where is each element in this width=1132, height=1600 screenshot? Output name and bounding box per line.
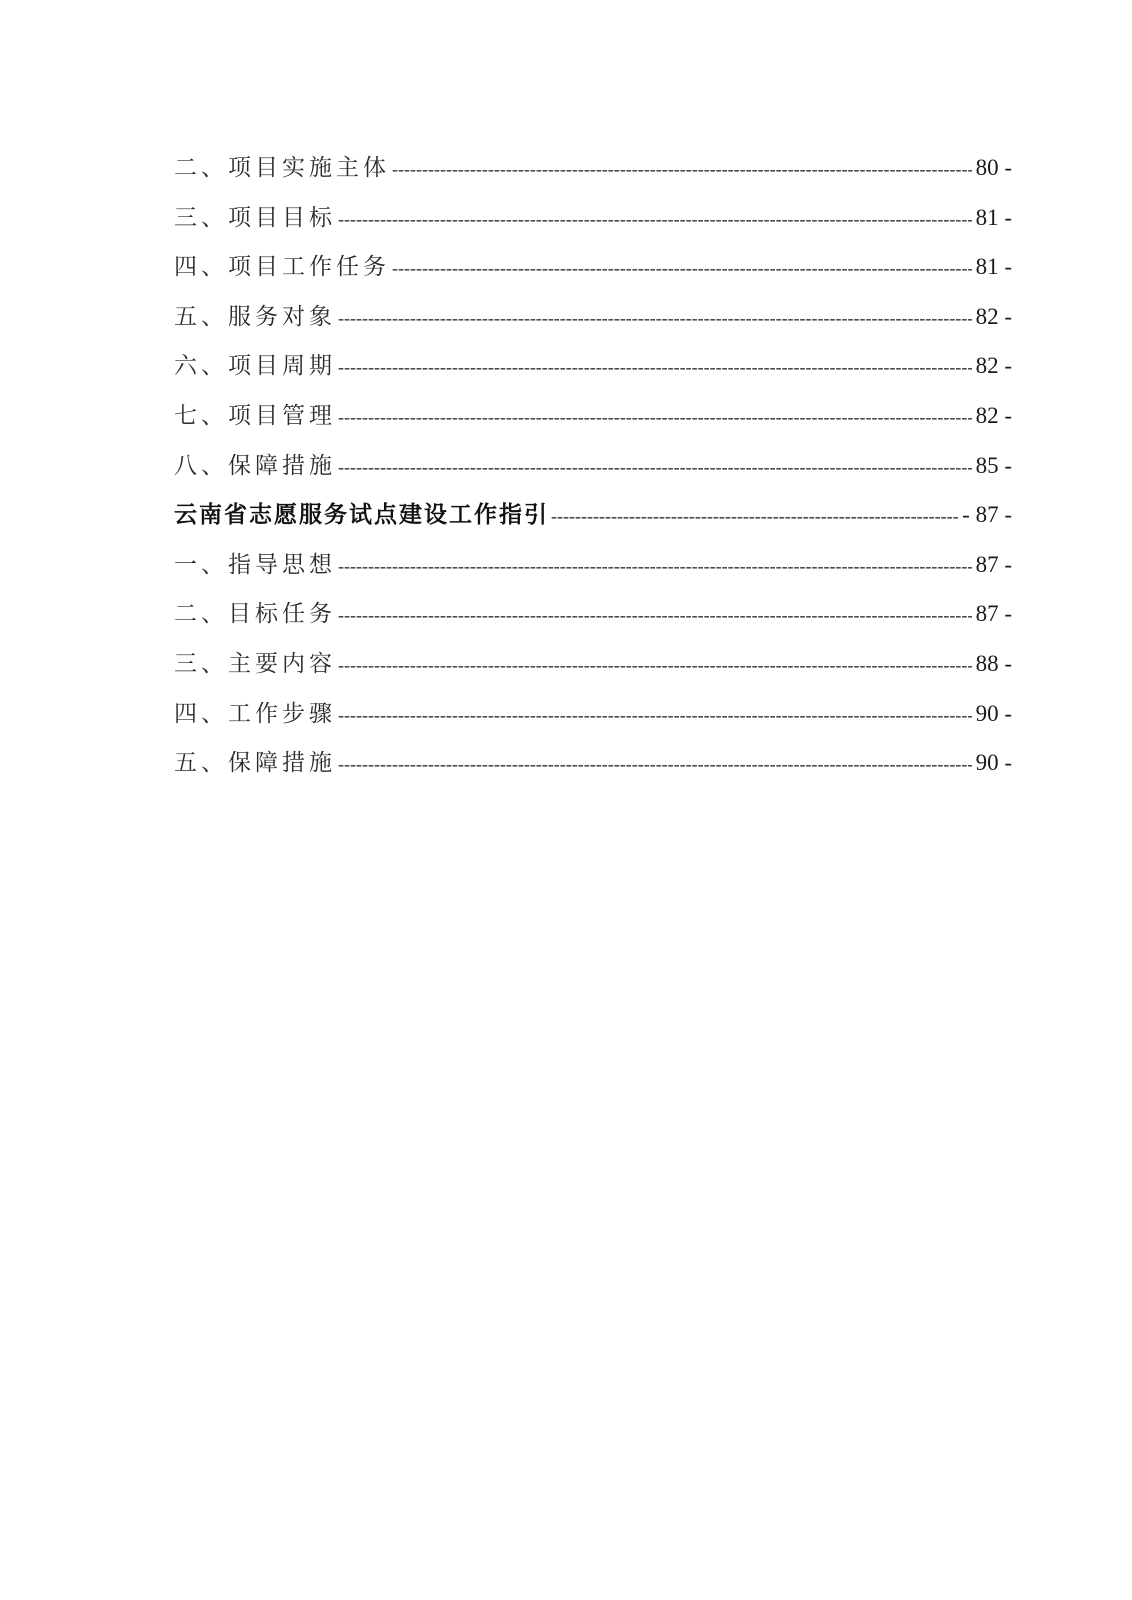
toc-page-number: 82 - [975, 353, 1012, 379]
toc-entry[interactable] [174, 689, 1012, 739]
toc-entry-title: 八、保障措施 [174, 452, 336, 479]
toc-entry[interactable] [174, 441, 1012, 491]
toc-page-number: 87 - [975, 551, 1012, 577]
toc-page-number: 87 - [975, 601, 1012, 627]
toc-entry-title: 云南省志愿服务试点建设工作指引 [174, 501, 549, 529]
toc-page-number: - 87 - [962, 502, 1012, 528]
toc-leader-dots [338, 591, 972, 641]
toc-entry[interactable] [174, 341, 1012, 391]
toc-page-number: 90 - [975, 700, 1012, 726]
toc-page-number: 85 - [975, 452, 1012, 478]
toc-page-number: 81 - [975, 254, 1012, 280]
toc-entry-title: 三、项目目标 [174, 204, 336, 231]
toc-leader-dots [338, 195, 972, 245]
toc-page-number: 80 - [975, 155, 1012, 180]
toc-leader-dots [338, 294, 972, 344]
toc-leader-dots [392, 145, 972, 195]
toc-entry-title: 二、目标任务 [174, 601, 336, 628]
toc-leader-dots [338, 542, 972, 592]
table-of-contents [174, 143, 1012, 788]
toc-leader-dots [551, 492, 958, 542]
toc-leader-dots [338, 691, 972, 741]
toc-page-number: 90 - [975, 750, 1012, 776]
toc-entry-title: 五、服务对象 [174, 303, 336, 330]
toc-entry-title: 二、项目实施主体 [174, 155, 390, 181]
toc-entry-title: 一、指导思想 [174, 551, 336, 578]
toc-page-number: 88 - [975, 650, 1012, 676]
toc-entry-title: 五、保障措施 [174, 750, 336, 777]
toc-entry-title: 四、工作步骤 [174, 700, 336, 727]
toc-entry-title: 七、项目管理 [174, 402, 336, 429]
toc-entry[interactable] [174, 242, 1012, 292]
toc-entry[interactable] [174, 391, 1012, 441]
toc-page-number: 81 - [975, 204, 1012, 230]
toc-entry[interactable] [174, 639, 1012, 689]
toc-entry-title: 三、主要内容 [174, 650, 336, 677]
toc-entry[interactable] [174, 292, 1012, 342]
toc-entry[interactable] [174, 540, 1012, 590]
toc-page-number: 82 - [975, 303, 1012, 329]
toc-leader-dots [338, 393, 972, 443]
toc-leader-dots [338, 443, 972, 493]
toc-leader-dots [392, 244, 972, 294]
toc-leader-dots [338, 740, 972, 790]
toc-entry[interactable] [174, 143, 1012, 193]
toc-entry[interactable] [174, 738, 1012, 788]
toc-entry[interactable] [174, 193, 1012, 243]
toc-section-heading[interactable] [174, 490, 1012, 540]
toc-leader-dots [338, 343, 972, 393]
toc-entry-title: 六、项目周期 [174, 353, 336, 380]
toc-entry-title: 四、项目工作任务 [174, 254, 390, 281]
toc-leader-dots [338, 641, 972, 691]
toc-page-number: 82 - [975, 402, 1012, 428]
toc-entry[interactable] [174, 589, 1012, 639]
